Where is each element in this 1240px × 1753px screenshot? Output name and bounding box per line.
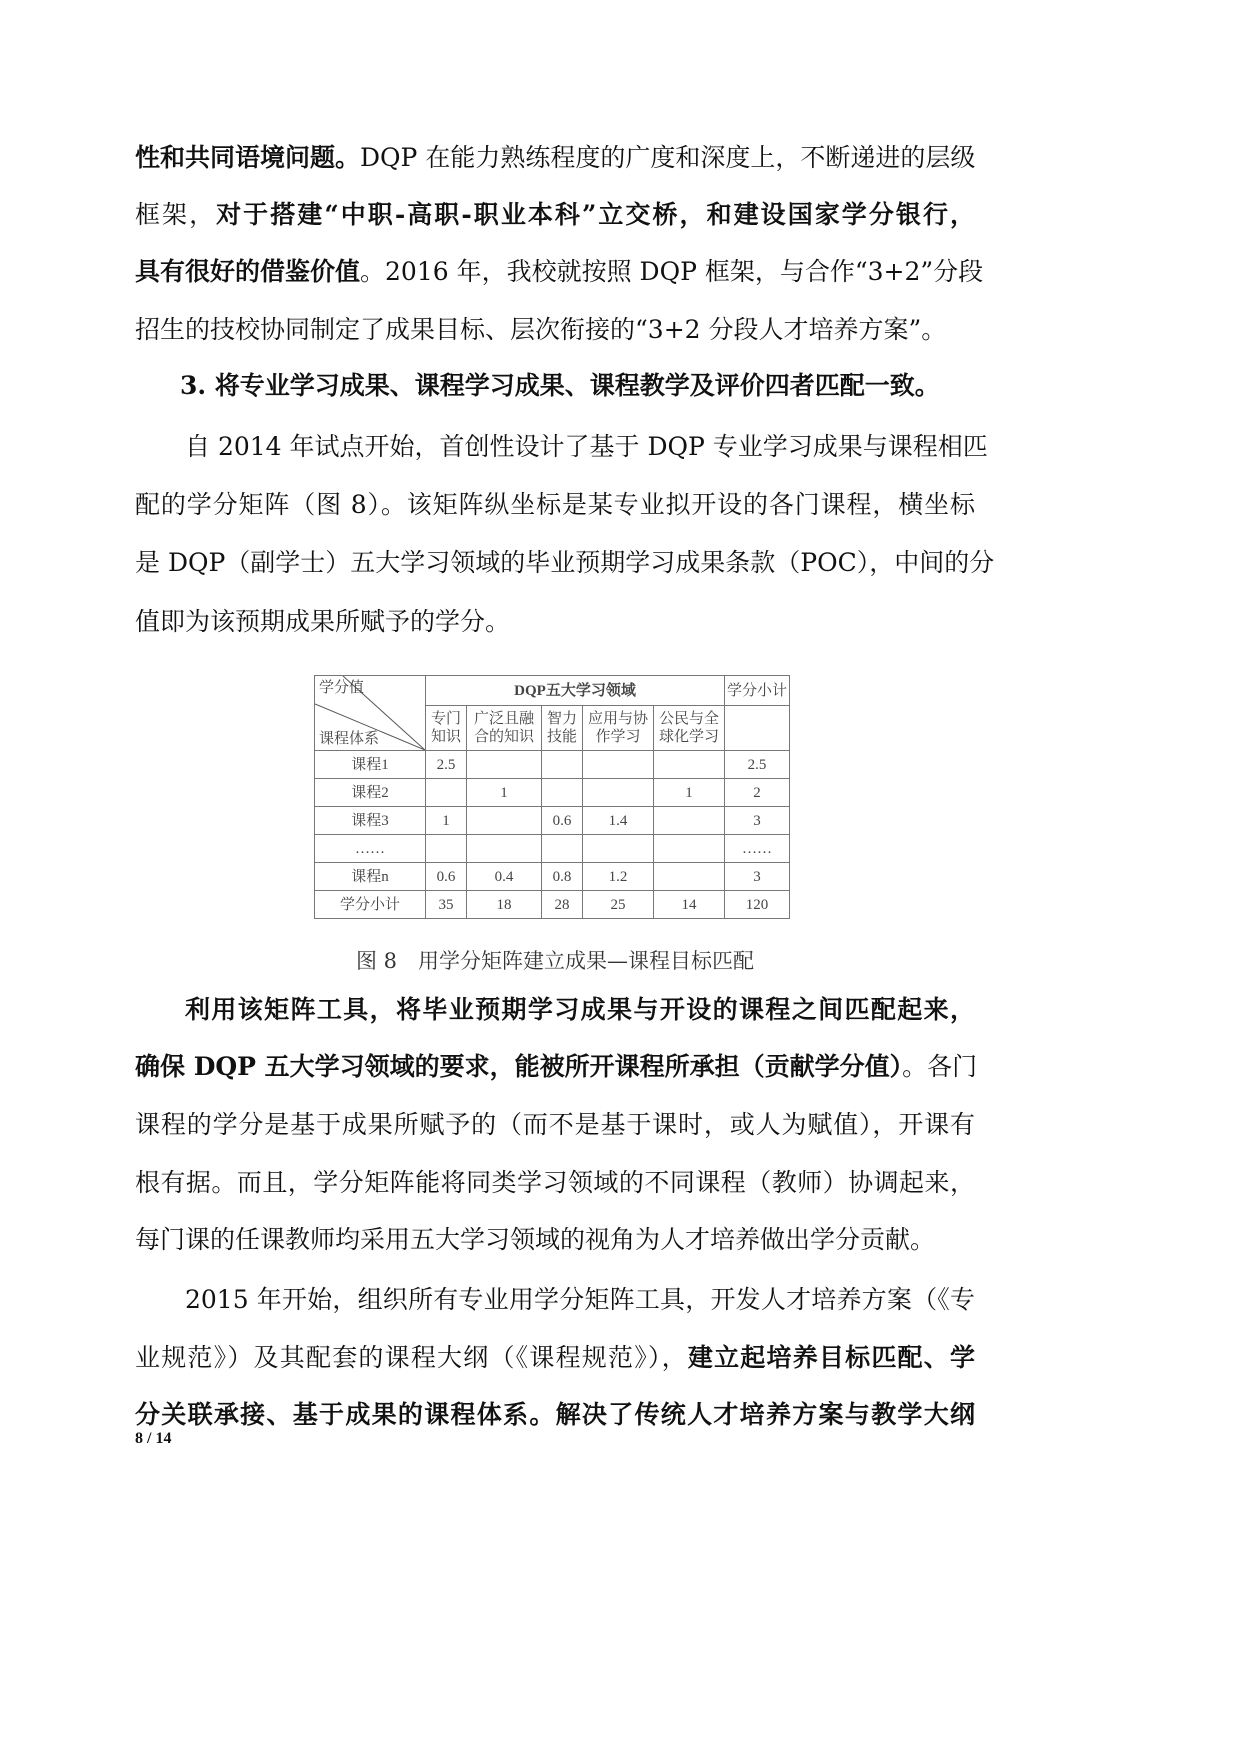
row-label: 学分小计 — [315, 891, 426, 919]
text-line — [135, 1341, 975, 1375]
text-segment: 框架， — [135, 200, 217, 229]
total-header: 学分小计 — [725, 676, 790, 706]
section-heading — [180, 369, 975, 403]
cell-value: 1 — [654, 779, 725, 807]
text-line — [135, 1398, 975, 1432]
cell-value: 2.5 — [426, 751, 467, 779]
text-line — [185, 430, 988, 464]
bold-text: 对于搭建“中职-高职-职业本科”立交桥，和建设国家学分银行， — [216, 200, 975, 229]
cell-value: 14 — [654, 891, 725, 919]
cell-value — [583, 835, 654, 863]
cell-value — [467, 835, 542, 863]
bold-text: 确保 DQP 五大学习领域的要求，能被所开课程所承担（贡献学分值） — [135, 1052, 903, 1081]
row-label: 课程n — [315, 863, 426, 891]
cell-value: 35 — [426, 891, 467, 919]
text-line — [135, 313, 975, 347]
page-number: 8 / 14 — [135, 1430, 172, 1447]
text-line — [135, 546, 995, 580]
cell-value — [654, 807, 725, 835]
table-corner-cell — [315, 676, 426, 751]
cell-value: 2 — [725, 779, 790, 807]
text-line — [135, 1223, 975, 1257]
cell-value — [467, 751, 542, 779]
cell-value: 3 — [725, 807, 790, 835]
cell-value: 120 — [725, 891, 790, 919]
text-segment: 招生的技校协同制定了成果目标、层次衔接的“3+2 分段人才培养方案”。 — [135, 315, 947, 344]
text-line — [185, 1283, 975, 1317]
cell-value: 0.8 — [542, 863, 583, 891]
text-line — [135, 1050, 978, 1084]
corner-top-label: 学分值 — [319, 680, 365, 696]
corner-bottom-label: 课程体系 — [319, 731, 380, 747]
table-row — [315, 807, 790, 835]
cell-value — [583, 751, 654, 779]
cell-value: 18 — [467, 891, 542, 919]
table-row — [315, 891, 790, 919]
cell-value: 25 — [583, 891, 654, 919]
row-label: 课程3 — [315, 807, 426, 835]
text-line — [135, 1166, 975, 1200]
text-segment: 根有据。而且，学分矩阵能将同类学习领域的不同课程（教师）协调起来， — [135, 1168, 975, 1197]
bold-text: 性和共同语境问题。 — [135, 143, 361, 172]
text-line — [185, 993, 975, 1027]
credit-matrix-table — [314, 675, 790, 919]
cell-value: 1 — [426, 807, 467, 835]
table-row — [315, 863, 790, 891]
text-segment: 配的学分矩阵（图 8）。该矩阵纵坐标是某专业拟开设的各门课程，横坐标 — [135, 490, 975, 519]
cell-value: …… — [725, 835, 790, 863]
column-header: 应用与协作学习 — [583, 706, 654, 751]
figure-caption: 图 8 用学分矩阵建立成果—课程目标匹配 — [355, 949, 755, 973]
bold-text: 建立起培养目标匹配、学 — [687, 1343, 975, 1372]
cell-value — [426, 779, 467, 807]
text-segment: DQP 在能力熟练程度的广度和深度上，不断递进的层级 — [360, 143, 976, 172]
text-segment: 业规范》）及其配套的课程大纲（《课程规范》）， — [135, 1343, 688, 1372]
text-line — [135, 605, 975, 639]
cell-value — [583, 779, 654, 807]
table-row — [315, 779, 790, 807]
group-header: DQP五大学习领域 — [426, 676, 725, 706]
text-segment: 。各门 — [902, 1052, 978, 1081]
cell-value — [542, 779, 583, 807]
cell-value — [542, 751, 583, 779]
cell-value — [654, 751, 725, 779]
row-label: …… — [315, 835, 426, 863]
bold-text: 3. 将专业学习成果、课程学习成果、课程教学及评价四者匹配一致。 — [180, 371, 940, 400]
cell-value: 0.6 — [542, 807, 583, 835]
cell-value: 1.2 — [583, 863, 654, 891]
text-segment: 自 2014 年试点开始，首创性设计了基于 DQP 专业学习成果与课程相匹 — [185, 432, 988, 461]
cell-value: 0.6 — [426, 863, 467, 891]
cell-value: 3 — [725, 863, 790, 891]
column-header: 广泛且融合的知识 — [467, 706, 542, 751]
total-header-blank — [725, 706, 790, 751]
bold-text: 分关联承接、基于成果的课程体系。解决了传统人才培养方案与教学大纲 — [135, 1400, 975, 1429]
text-segment: 每门课的任课教师均采用五大学习领域的视角为人才培养做出学分贡献。 — [135, 1225, 936, 1254]
cell-value — [426, 835, 467, 863]
cell-value — [654, 835, 725, 863]
cell-value: 1 — [467, 779, 542, 807]
bold-text: 利用该矩阵工具，将毕业预期学习成果与开设的课程之间匹配起来， — [185, 995, 975, 1024]
cell-value: 2.5 — [725, 751, 790, 779]
bold-text: 具有很好的借鉴价值 — [135, 257, 361, 286]
column-header: 智力技能 — [542, 706, 583, 751]
table-row — [315, 751, 790, 779]
row-label: 课程2 — [315, 779, 426, 807]
text-segment: 是 DQP（副学士）五大学习领域的毕业预期学习成果条款（POC），中间的分 — [135, 548, 995, 577]
text-line — [135, 1108, 975, 1142]
cell-value: 28 — [542, 891, 583, 919]
row-label: 课程1 — [315, 751, 426, 779]
cell-value — [542, 835, 583, 863]
text-line — [135, 488, 975, 522]
column-header: 专门知识 — [426, 706, 467, 751]
text-line — [135, 141, 975, 175]
table-row — [315, 835, 790, 863]
text-line — [135, 198, 975, 232]
cell-value: 0.4 — [467, 863, 542, 891]
cell-value — [467, 807, 542, 835]
text-line — [135, 255, 984, 289]
text-segment: 。2016 年，我校就按照 DQP 框架，与合作“3+2”分段 — [360, 257, 984, 286]
text-segment: 2015 年开始，组织所有专业用学分矩阵工具，开发人才培养方案（《专 — [185, 1285, 975, 1314]
cell-value — [654, 863, 725, 891]
text-segment: 值即为该预期成果所赋予的学分。 — [135, 607, 511, 636]
text-segment: 课程的学分是基于成果所赋予的（而不是基于课时，或人为赋值），开课有 — [135, 1110, 975, 1139]
cell-value: 1.4 — [583, 807, 654, 835]
column-header: 公民与全球化学习 — [654, 706, 725, 751]
